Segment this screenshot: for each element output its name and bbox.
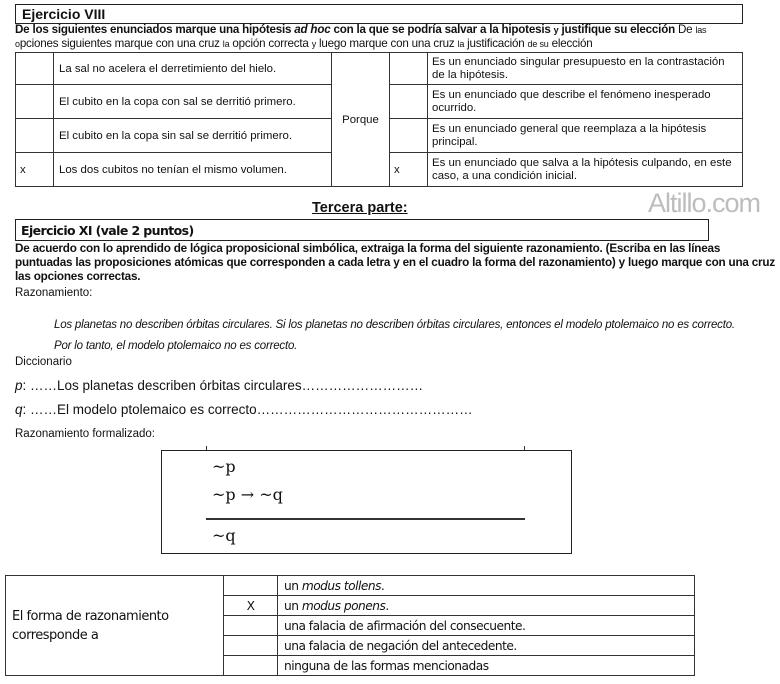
reasoning-text: Los planetas no describen órbitas circulares. Si los planetas no describen órbitas circulares, entonces el modelo ptolemaico no es correcto. Por lo tanto, el modelo ptolemaico no es correcto.	[54, 319, 735, 352]
instr-text: las	[695, 25, 707, 35]
variable-name: p	[15, 378, 23, 393]
exercise-11-header	[15, 219, 709, 241]
instr-text: De	[674, 23, 696, 36]
instr-ad-hoc: ad hoc	[294, 23, 331, 36]
premise-1: ~p	[212, 457, 236, 476]
instr-text: y	[311, 39, 316, 49]
dictionary-entry-q	[15, 402, 473, 417]
dictionary-label: Diccionario	[15, 356, 72, 368]
justification-checkbox[interactable]: x	[390, 153, 428, 187]
variable-name: q	[15, 402, 23, 417]
table-row	[16, 53, 743, 85]
option-checkbox[interactable]	[16, 119, 54, 153]
option-checkbox[interactable]	[16, 53, 54, 85]
answer-prefix: ninguna de las formas mencionadas	[284, 658, 489, 673]
instr-text: justifique su elección	[558, 23, 675, 36]
formalization-box[interactable]	[161, 450, 572, 554]
justification-text: Es un enunciado que salva a la hipótesis culpando, en este caso, a una condición inicial.	[428, 153, 743, 187]
instr-text: justificación	[464, 37, 528, 50]
watermark-logo: Altillo.com	[648, 188, 761, 218]
option-checkbox[interactable]	[16, 85, 54, 119]
option-text: Los dos cubitos no tenían el mismo volumen.	[54, 153, 332, 187]
instr-text: opción correcta	[229, 37, 312, 50]
answer-checkbox[interactable]	[224, 636, 278, 656]
exercise-11-title: Ejercicio XI (vale 2 puntos)	[21, 223, 194, 238]
answer-prefix: una falacia de afirmación del consecuente.	[284, 618, 526, 633]
justification-text: Es un enunciado general que reemplaza a la hipótesis principal.	[428, 119, 743, 153]
justification-checkbox[interactable]	[390, 119, 428, 153]
exercise-8-instruction-line-1	[15, 23, 706, 37]
premise-2: ~p → ~q	[212, 485, 283, 504]
answer-checkbox[interactable]	[224, 576, 278, 596]
dictionary-entry-p	[15, 378, 423, 393]
instr-text: elección	[548, 37, 593, 50]
table-row	[6, 576, 695, 596]
exercise-8-table	[15, 52, 743, 187]
dotted-separator: : ……	[22, 378, 58, 393]
answer-checkbox[interactable]	[224, 656, 278, 676]
answer-suffix: .	[385, 598, 389, 613]
answer-table	[5, 575, 695, 676]
conclusion: ~q	[212, 526, 236, 545]
instr-text: luego marque con una cruz	[316, 37, 458, 50]
exercise-11-instruction: De acuerdo con lo aprendido de lógica proposicional simbólica, extraiga la forma del siguiente razonamiento. (Escriba en las líneas puntuadas las proposiciones atómicas que corresponden a cada letra y en el cuadro la forma del razonamiento) y luego marque con una cruz las opciones correctas.	[15, 242, 775, 283]
dictionary-entry-input[interactable]: Los planetas describen órbitas circulares	[57, 378, 302, 393]
connector-porque: Porque	[332, 53, 390, 187]
answer-prefix: una falacia de negación del antecedente.	[284, 638, 517, 653]
reasoning-label: Razonamiento:	[15, 287, 93, 299]
answer-text	[278, 656, 695, 676]
answer-text	[278, 596, 695, 616]
dotted-separator: : ……	[22, 402, 58, 417]
option-checkbox[interactable]: x	[16, 153, 54, 187]
answer-italic: modus tollens	[301, 578, 381, 593]
instr-text: De los siguientes enunciados marque una hipótesis	[15, 23, 295, 36]
answer-prefix: un	[284, 598, 302, 613]
answer-prefix: un	[284, 578, 302, 593]
question-label: El forma de razonamiento corresponde a	[6, 576, 224, 676]
exercise-8-instruction-line-2	[15, 37, 593, 51]
instr-text: pciones siguientes marque con una cruz	[19, 37, 223, 50]
instr-text: la	[222, 39, 230, 49]
instr-text: con la que se podría salvar a la hipotesis	[330, 23, 554, 36]
answer-checkbox[interactable]: X	[224, 596, 278, 616]
inference-line	[206, 518, 525, 520]
justification-text: Es un enunciado singular presupuesto en la contrastación de la hipótesis.	[428, 53, 743, 85]
answer-suffix: .	[380, 578, 385, 593]
option-text: El cubito en la copa sin sal se derritió primero.	[54, 119, 332, 153]
instr-text: o	[15, 39, 20, 49]
dotted-line: ………………………	[301, 378, 424, 393]
section-title: Tercera parte:	[312, 200, 408, 216]
exercise-8-title: Ejercicio VIII	[22, 6, 106, 22]
justification-checkbox[interactable]	[390, 53, 428, 85]
instr-text: de su	[527, 39, 549, 49]
justification-checkbox[interactable]	[390, 85, 428, 119]
option-text: El cubito en la copa con sal se derritió primero.	[54, 85, 332, 119]
dotted-line: …………………………………………	[256, 402, 473, 417]
option-text: La sal no acelera el derretimiento del hielo.	[54, 53, 332, 85]
exercise-8-header	[15, 4, 743, 24]
formalized-label: Razonamiento formalizado:	[15, 428, 155, 440]
dictionary-entry-input[interactable]: El modelo ptolemaico es correcto	[57, 402, 257, 417]
answer-checkbox[interactable]	[224, 616, 278, 636]
answer-text	[278, 576, 695, 596]
answer-text	[278, 636, 695, 656]
answer-text	[278, 616, 695, 636]
justification-text: Es un enunciado que describe el fenómeno inesperado ocurrido.	[428, 85, 743, 119]
answer-italic: modus ponens	[301, 598, 386, 613]
instr-text: la	[457, 39, 465, 49]
instr-text: y	[553, 25, 559, 35]
